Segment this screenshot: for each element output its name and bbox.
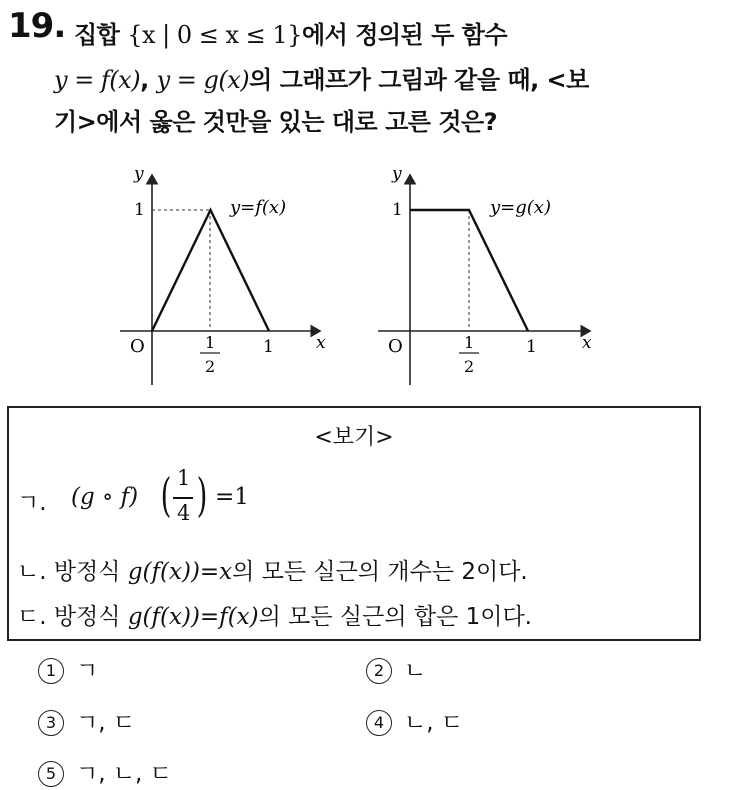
choice-number-5: 5 bbox=[38, 761, 64, 787]
question-text-line2: 의 그래프가 그림과 같을 때, <보 bbox=[249, 66, 589, 94]
function-g-expr: y = g(x) bbox=[156, 66, 250, 94]
choice-text-3: ㄱ, ㄷ bbox=[76, 710, 136, 736]
item-3-marker: ㄷ. bbox=[17, 604, 47, 630]
question-line-2 bbox=[54, 60, 589, 95]
item-3-post: 의 모든 실근의 합은 1이다. bbox=[258, 604, 532, 630]
item-1-marker: ㄱ. bbox=[17, 490, 47, 516]
frac-denominator: 4 bbox=[177, 501, 191, 525]
frac-bar bbox=[173, 497, 193, 499]
item-1-expr: (g ∘ f) bbox=[71, 484, 139, 510]
y-tick-1-g: 1 bbox=[392, 200, 403, 220]
question-line-1 bbox=[74, 15, 507, 50]
question-line-3: 기>에서 옳은 것만을 있는 대로 고른 것은? bbox=[54, 108, 498, 136]
x-tick-half-den-f: 2 bbox=[205, 357, 216, 376]
choice-1[interactable] bbox=[38, 652, 98, 685]
curve-label-f: y=f(x) bbox=[230, 197, 287, 218]
graph-f bbox=[120, 164, 326, 385]
set-expression: {x | 0 ≤ x ≤ 1} bbox=[127, 21, 302, 49]
choice-3[interactable] bbox=[38, 704, 135, 737]
y-tick-1-f: 1 bbox=[134, 200, 145, 220]
curve-label-g: y=g(x) bbox=[490, 197, 551, 218]
choice-text-4: ㄴ, ㄷ bbox=[404, 710, 464, 736]
y-axis-label-f: y bbox=[134, 164, 144, 184]
item-2-marker: ㄴ. bbox=[17, 559, 47, 585]
bogi-box bbox=[7, 406, 701, 641]
item-2-pre: 방정식 bbox=[53, 559, 128, 585]
function-graphs bbox=[90, 155, 610, 390]
x-tick-half-num-g: 1 bbox=[464, 333, 475, 352]
choice-number-3: 3 bbox=[38, 710, 64, 736]
choice-number-1: 1 bbox=[38, 658, 64, 684]
x-tick-half-den-g: 2 bbox=[464, 357, 475, 376]
question-text-pre: 집합 bbox=[74, 21, 128, 49]
y-axis-label-g: y bbox=[392, 164, 402, 184]
function-f-expr: y = f(x) bbox=[54, 66, 141, 94]
item-2-expr: g(f(x))=x bbox=[127, 559, 233, 585]
origin-label-g: O bbox=[388, 336, 403, 357]
right-paren: ) bbox=[196, 468, 208, 522]
item-2-post: 의 모든 실근의 개수는 2이다. bbox=[232, 559, 528, 585]
x-tick-half-num-f: 1 bbox=[205, 333, 216, 352]
item-3-expr: g(f(x))=f(x) bbox=[127, 604, 259, 630]
choice-text-1: ㄱ bbox=[76, 658, 99, 684]
question-number: 19. bbox=[8, 6, 66, 46]
left-paren: ( bbox=[160, 468, 172, 522]
separator: , bbox=[140, 66, 157, 94]
bogi-title: <보기> bbox=[314, 425, 394, 450]
choice-text-2: ㄴ bbox=[404, 658, 427, 684]
x-axis-label-f: x bbox=[316, 333, 326, 353]
item-1-rhs: =1 bbox=[215, 484, 249, 510]
frac-numerator: 1 bbox=[177, 466, 191, 490]
choice-number-4: 4 bbox=[366, 710, 392, 736]
choice-text-5: ㄱ, ㄴ, ㄷ bbox=[76, 761, 172, 787]
x-tick-1-f: 1 bbox=[263, 337, 274, 357]
choice-4[interactable] bbox=[366, 704, 463, 737]
bogi-item-3 bbox=[17, 598, 532, 631]
graph-g bbox=[378, 164, 592, 385]
x-tick-1-g: 1 bbox=[526, 337, 537, 357]
question-text-post: 에서 정의된 두 함수 bbox=[301, 21, 508, 49]
x-axis-label-g: x bbox=[582, 333, 592, 353]
item-3-pre: 방정식 bbox=[53, 604, 128, 630]
bogi-item-2 bbox=[17, 553, 528, 586]
origin-label-f: O bbox=[130, 336, 145, 357]
choice-2[interactable] bbox=[366, 652, 426, 685]
choice-number-2: 2 bbox=[366, 658, 392, 684]
choice-5[interactable] bbox=[38, 755, 172, 788]
